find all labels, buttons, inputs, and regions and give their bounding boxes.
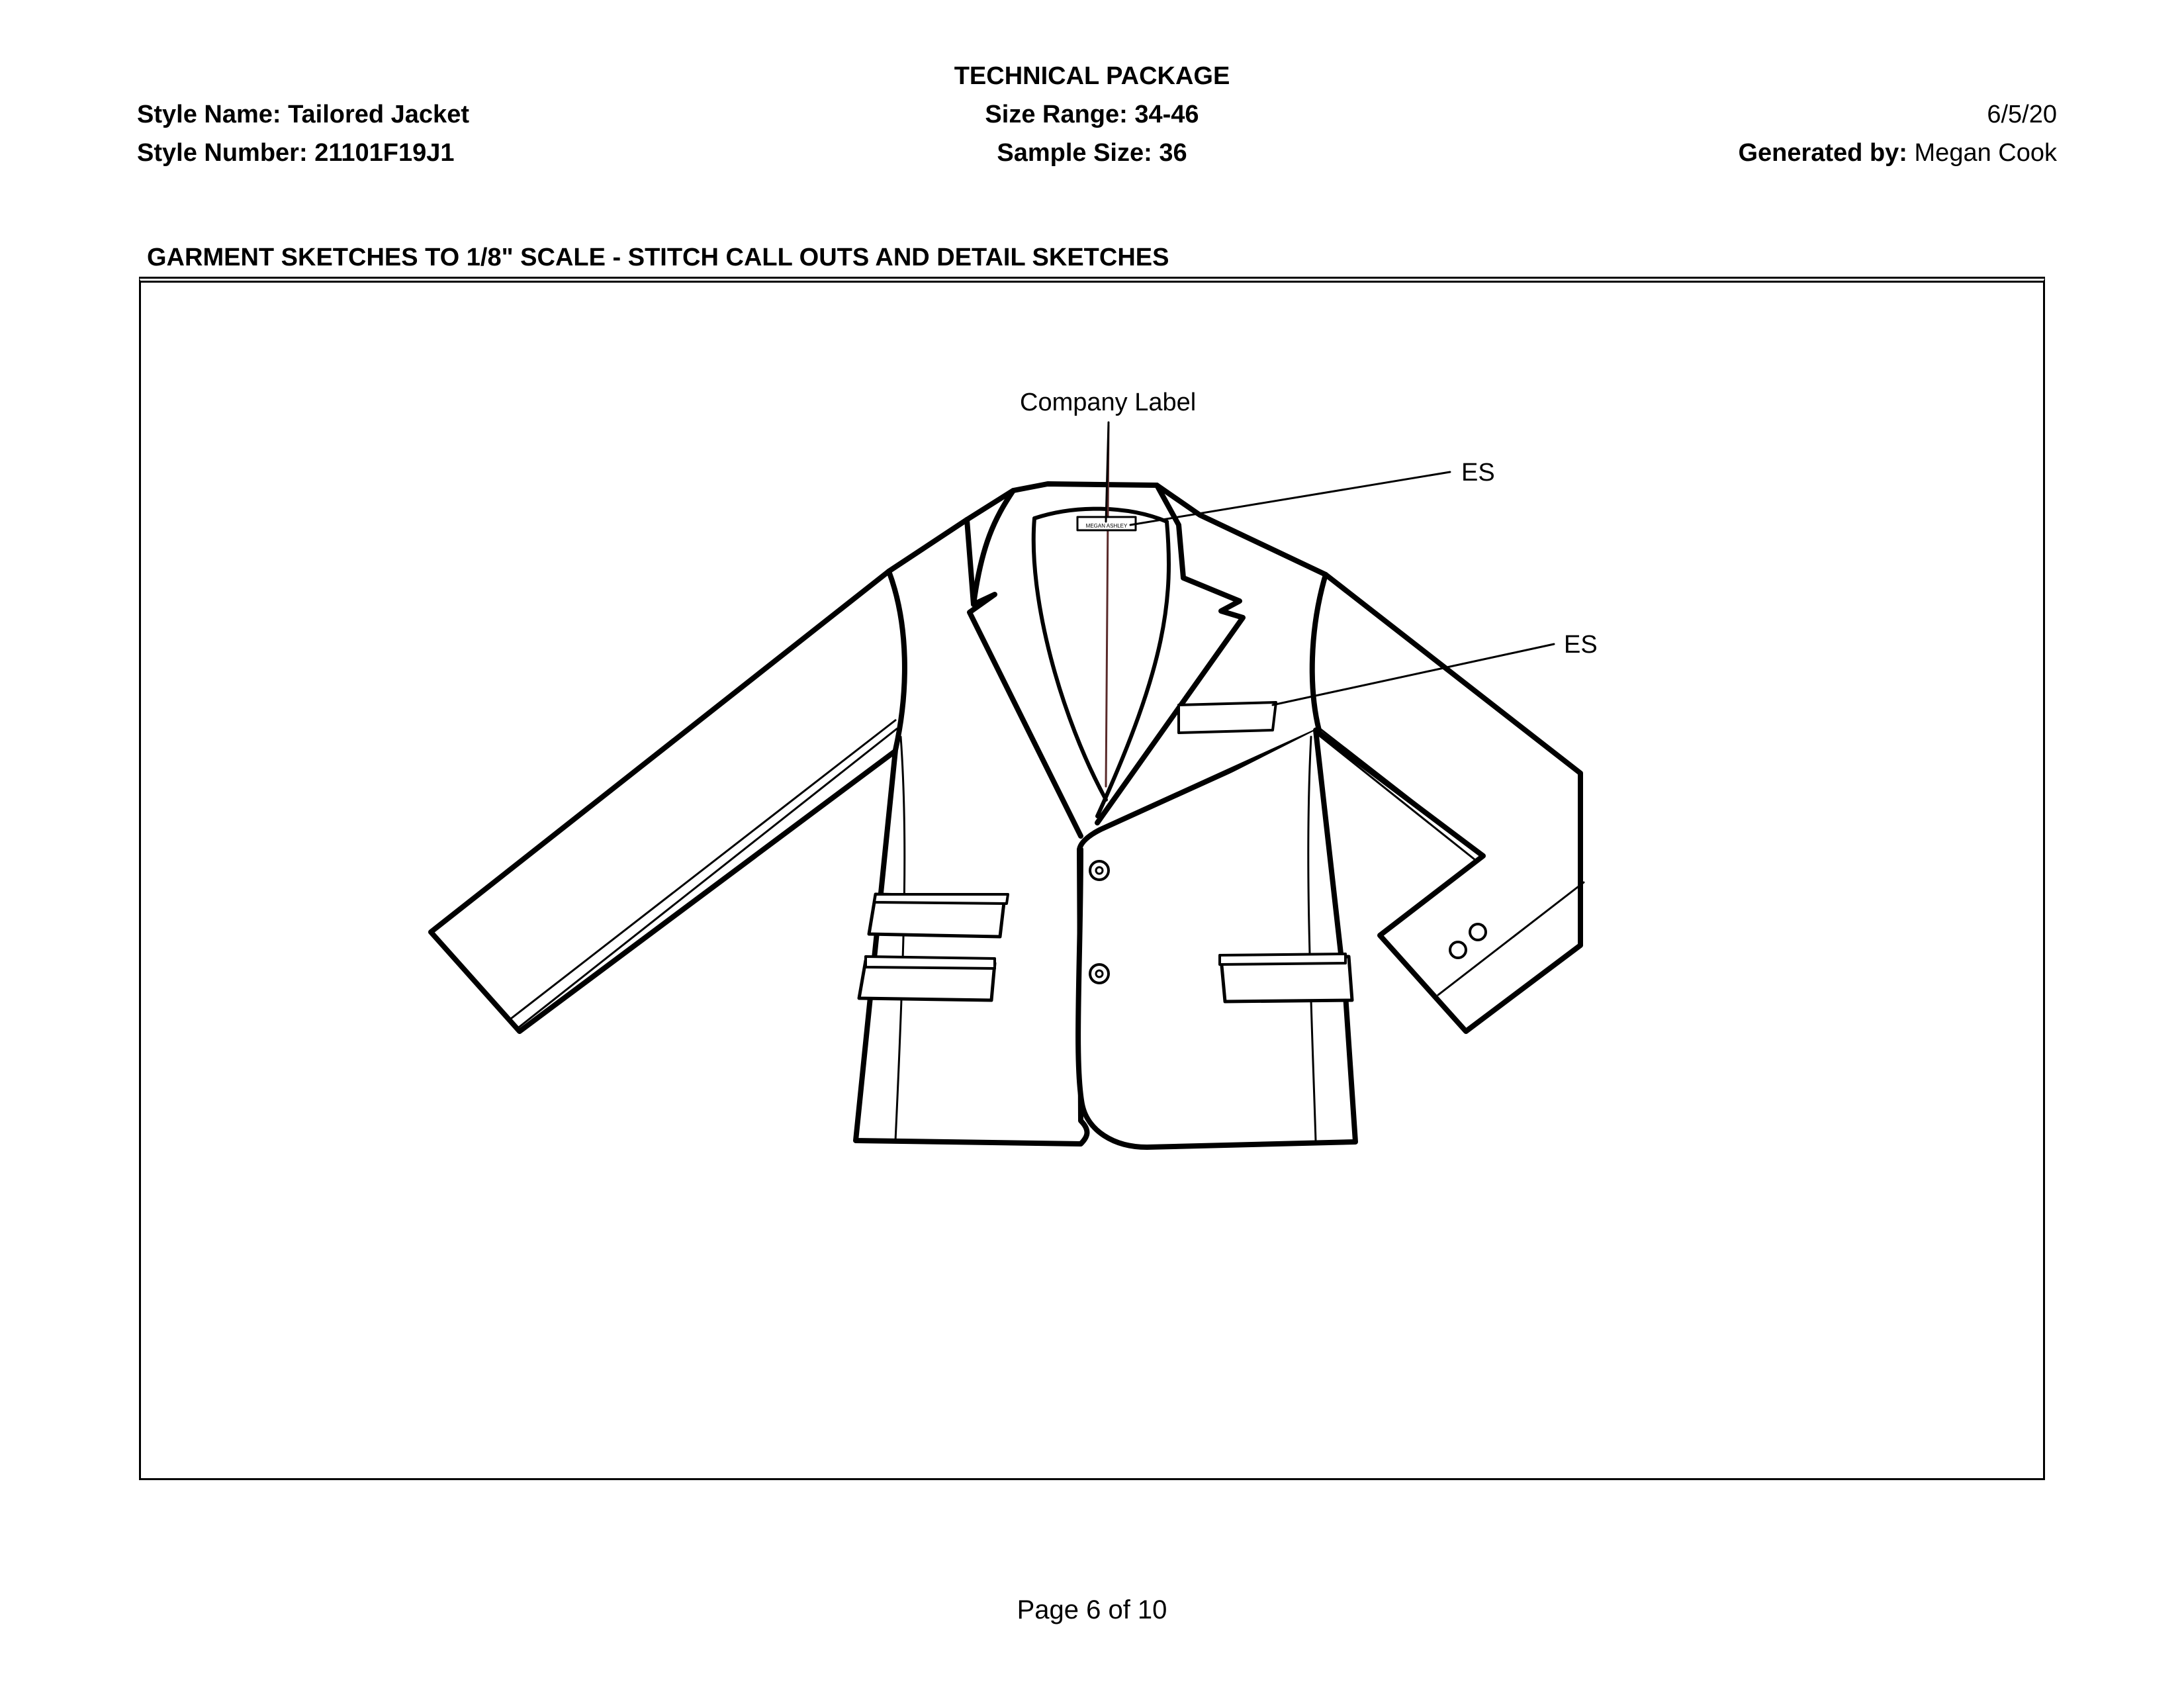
cuff-button-2: [1470, 924, 1486, 940]
company-label-text: MEGAN ASHLEY: [1085, 523, 1128, 529]
sample-size-label: Sample Size:: [997, 139, 1152, 167]
generated-by-value: Megan Cook: [1914, 139, 2057, 167]
left-sleeve: [431, 571, 897, 1031]
generated-by-row: [1461, 138, 2057, 168]
front-button-2: [1090, 964, 1109, 983]
style-name-row: [137, 99, 469, 130]
callout-company-label: Company Label: [1020, 389, 1197, 416]
right-sleeve: [1316, 575, 1580, 1031]
section-title: GARMENT SKETCHES TO 1/8" SCALE - STITCH CALL OUTS AND DETAIL SKETCHES: [147, 244, 1169, 271]
sample-size-value: 36: [1159, 139, 1187, 167]
jacket-sketch: [141, 283, 2043, 1478]
generated-by-label: Generated by:: [1738, 139, 1907, 167]
callout-es-collar: ES: [1461, 459, 1495, 487]
sample-size-row: [761, 138, 1423, 168]
size-range-label: Size Range:: [985, 101, 1128, 128]
cuff-button-1: [1450, 942, 1466, 958]
style-number-label: Style Number:: [137, 139, 308, 167]
front-button-1: [1090, 861, 1109, 880]
doc-title: TECHNICAL PACKAGE: [954, 62, 1230, 90]
chest-pocket: [1179, 702, 1276, 733]
style-number-row: [137, 138, 455, 168]
page-number: Page 6 of 10: [1017, 1595, 1167, 1624]
date: 6/5/20: [1987, 101, 2057, 128]
callout-es-pocket: ES: [1564, 631, 1598, 659]
size-range-row: [761, 99, 1423, 130]
style-name-value: Tailored Jacket: [288, 101, 469, 128]
style-name-label: Style Name:: [137, 101, 281, 128]
sketch-frame: [139, 277, 2045, 1480]
style-number-value: 21101F19J1: [314, 139, 455, 167]
size-range-value: 34-46: [1134, 101, 1199, 128]
